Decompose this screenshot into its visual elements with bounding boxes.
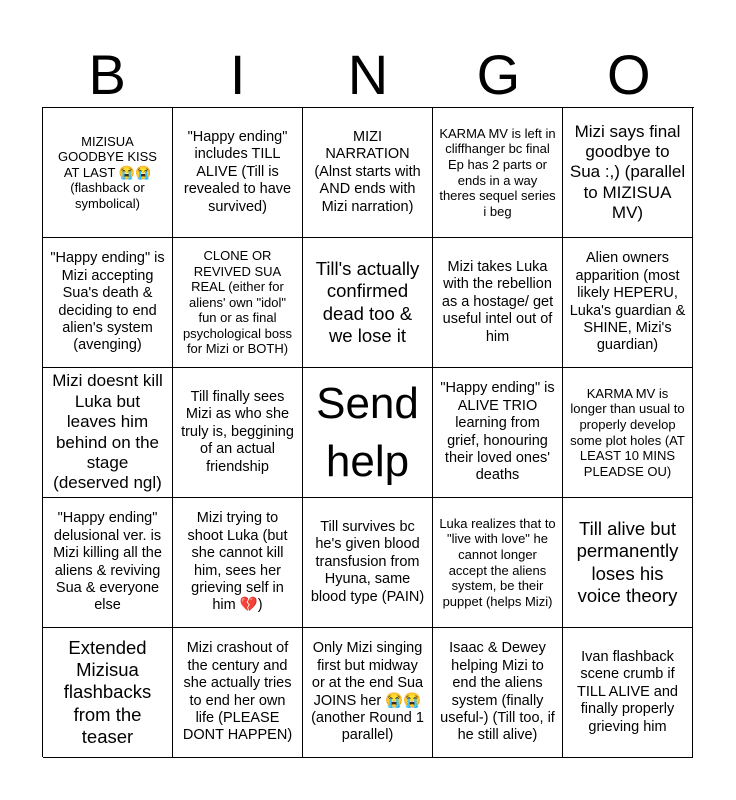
bingo-cell[interactable]: Mizi trying to shoot Luka (but she cannot kill him, sees her grieving self in him 💔) xyxy=(173,498,303,628)
bingo-title xyxy=(42,44,694,106)
bingo-cell[interactable]: Isaac & Dewey helping Mizi to end the aliens system (finally useful-) (Till too, if he still alive) xyxy=(433,628,563,758)
bingo-cell[interactable]: "Happy ending" includes TILL ALIVE (Till is revealed to have survived) xyxy=(173,108,303,238)
bingo-cell[interactable]: Mizi crashout of the century and she actually tries to end her own life (PLEASE DONT HAPPEN) xyxy=(173,628,303,758)
bingo-cell[interactable]: MIZI NARRATION (Alnst starts with AND ends with Mizi narration) xyxy=(303,108,433,238)
bingo-cell[interactable]: Mizi says final goodbye to Sua :,) (parallel to MIZISUA MV) xyxy=(563,108,693,238)
bingo-cell[interactable]: Luka realizes that to "live with love" he cannot longer accept the aliens system, be their puppet (helps Mizi) xyxy=(433,498,563,628)
free-space-cell[interactable]: Send help xyxy=(303,368,433,498)
bingo-cell[interactable]: Mizi takes Luka with the rebellion as a hostage/ get useful intel out of him xyxy=(433,238,563,368)
bingo-cell[interactable]: KARMA MV is longer than usual to properly develop some plot holes (AT LEAST 10 MINS PLEADSE OU) xyxy=(563,368,693,498)
bingo-cell[interactable]: Till finally sees Mizi as who she truly is, beggining of an actual friendship xyxy=(173,368,303,498)
title-letter-b: B xyxy=(88,43,126,106)
bingo-cell[interactable]: Till alive but permanently loses his voice theory xyxy=(563,498,693,628)
bingo-cell[interactable]: KARMA MV is left in cliffhanger bc final Ep has 2 parts or ends in a way theres sequel series i beg xyxy=(433,108,563,238)
bingo-cell[interactable]: Alien owners apparition (most likely HEPERU, Luka's guardian & SHINE, Mizi's guardian) xyxy=(563,238,693,368)
bingo-cell[interactable]: "Happy ending" delusional ver. is Mizi killing all the aliens & reviving Sua & everyone else xyxy=(43,498,173,628)
title-letter-n: N xyxy=(347,43,389,106)
title-letter-g: G xyxy=(476,43,521,106)
bingo-cell[interactable]: Ivan flashback scene crumb if TILL ALIVE and finally properly grieving him xyxy=(563,628,693,758)
bingo-board xyxy=(42,107,694,757)
bingo-cell[interactable]: Extended Mizisua flashbacks from the teaser xyxy=(43,628,173,758)
bingo-cell[interactable]: Mizi doesnt kill Luka but leaves him behind on the stage (deserved ngl) xyxy=(43,368,173,498)
bingo-cell[interactable]: CLONE OR REVIVED SUA REAL (either for aliens' own "idol" fun or as final psychological boss for Mizi or BOTH) xyxy=(173,238,303,368)
bingo-cell[interactable]: "Happy ending" is ALIVE TRIO learning from grief, honouring their loved ones' deaths xyxy=(433,368,563,498)
title-letter-i: I xyxy=(229,43,246,106)
bingo-cell[interactable]: MIZISUA GOODBYE KISS AT LAST 😭😭 (flashback or symbolical) xyxy=(43,108,173,238)
bingo-cell[interactable]: Till's actually confirmed dead too & we lose it xyxy=(303,238,433,368)
bingo-cell[interactable]: Till survives bc he's given blood transfusion from Hyuna, same blood type (PAIN) xyxy=(303,498,433,628)
bingo-cell[interactable]: "Happy ending" is Mizi accepting Sua's death & deciding to end alien's system (avenging) xyxy=(43,238,173,368)
title-letter-o: O xyxy=(607,43,651,106)
bingo-cell[interactable]: Only Mizi singing first but midway or at the end Sua JOINS her 😭😭 (another Round 1 parallel) xyxy=(303,628,433,758)
